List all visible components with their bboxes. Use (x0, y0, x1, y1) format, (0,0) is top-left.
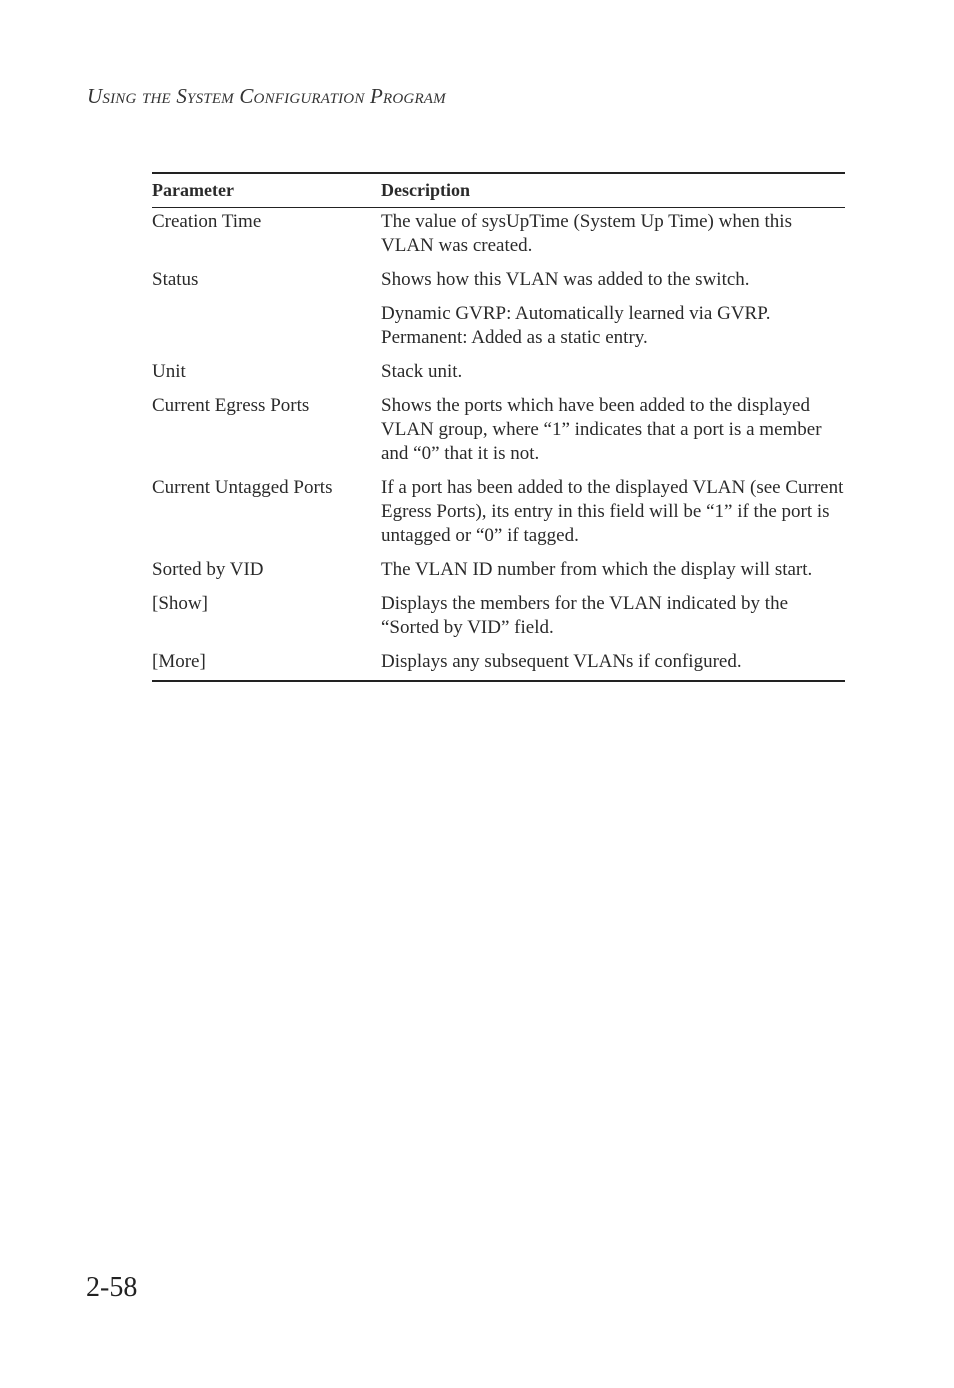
column-header-parameter: Parameter (152, 173, 381, 208)
parameter-cell: [More] (152, 650, 381, 681)
description-cell: Shows the ports which have been added to the displayed VLAN group, where “1” indicates that a port is a member and “0” that it is not. (381, 395, 822, 464)
description-cell: The VLAN ID number from which the display will start. (381, 559, 813, 580)
table-row (152, 360, 845, 394)
description-cell: Displays any subsequent VLANs if configured. (381, 650, 845, 681)
parameter-cell: Sorted by VID (152, 559, 264, 580)
description-cell: The value of sysUpTime (System Up Time) when this VLAN was created. (381, 211, 792, 256)
table-header-row (152, 173, 845, 208)
parameter-cell (152, 302, 381, 360)
table-row (152, 558, 845, 592)
table-row (152, 302, 845, 360)
description-cell: If a port has been added to the displayed VLAN (see Current Egress Ports), its entry in this field will be “1” if the port is untagged or “0” if tagged. (381, 477, 844, 546)
table-row (152, 592, 845, 650)
parameter-cell: [Show] (152, 593, 208, 614)
table-row (152, 650, 845, 681)
table-row (152, 476, 845, 558)
description-cell: Shows how this VLAN was added to the switch. (381, 269, 750, 290)
description-cell: Displays the members for the VLAN indicated by the “Sorted by VID” field. (381, 593, 788, 638)
parameter-cell: Unit (152, 361, 186, 382)
parameter-cell: Current Untagged Ports (152, 477, 333, 498)
table-row (152, 268, 845, 302)
description-cell: Dynamic GVRP: Automatically learned via GVRP. Permanent: Added as a static entry. (381, 303, 771, 348)
description-cell: Stack unit. (381, 361, 463, 382)
page-number: 2-58 (86, 1272, 138, 1303)
parameter-table (152, 172, 845, 682)
running-header: Using the System Configuration Program (87, 84, 446, 108)
table-row (152, 208, 845, 269)
parameter-cell: Current Egress Ports (152, 395, 310, 416)
parameter-cell: Creation Time (152, 211, 262, 232)
parameter-cell: Status (152, 269, 199, 290)
column-header-description: Description (381, 173, 845, 208)
table-row (152, 394, 845, 476)
